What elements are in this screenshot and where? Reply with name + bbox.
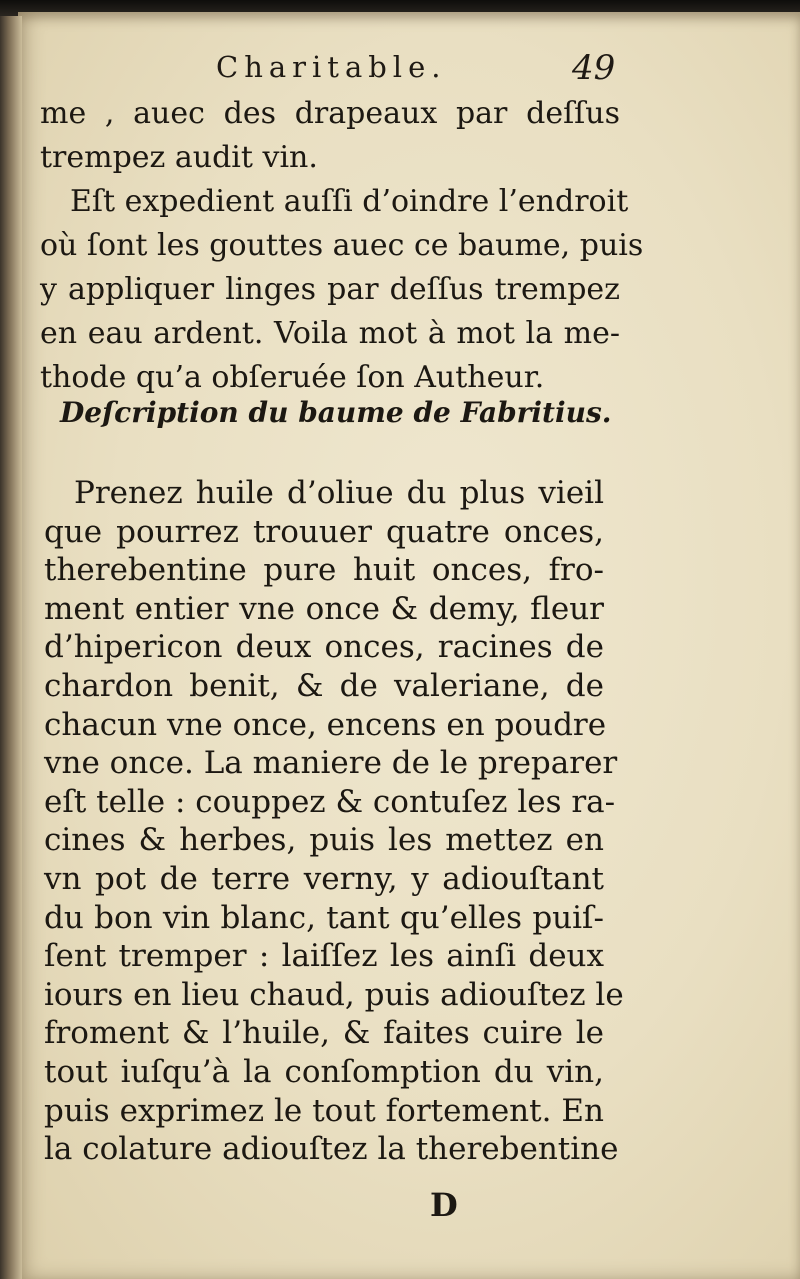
text-line: chardon benit, & de valeriane, de (44, 667, 604, 704)
text-line: chacun vne once, encens en poudre (44, 706, 607, 743)
running-head: Charitable. (216, 50, 447, 84)
text-line: où ſont les gouttes auec ce baume, puis (40, 228, 644, 263)
text-line: iours en lieu chaud, puis adiouſtez le (44, 976, 624, 1013)
text-line: ment entier vne once & demy, fleur (44, 590, 604, 627)
text-line: vne once. La maniere de le preparer (44, 745, 618, 782)
top-paragraphs (40, 92, 644, 400)
text-line: d’hipericon deux onces, racines de (44, 629, 604, 666)
section-heading: Deſcription du baume de Fabritius. (60, 396, 612, 429)
text-line: du bon vin blanc, tant qu’elles puiſ- (44, 899, 604, 936)
text-line: froment & l’huile, & faites cuire le (44, 1015, 604, 1052)
text-line: trempez audit vin. (40, 140, 318, 175)
text-line: tout iuſqu’à la conſomption du vin, (44, 1053, 604, 1090)
text-line: cines & herbes, puis les mettez en (44, 822, 604, 859)
book-gutter (0, 16, 22, 1279)
text-line: ſent tremper : laiſſez les ainſi deux (44, 938, 604, 975)
page-header (200, 44, 620, 94)
text-line: Prenez huile d’oliue du plus vieil (74, 475, 604, 511)
recipe-paragraph (44, 474, 624, 1169)
text-line: eſt telle : couppez & contuſez les ra- (44, 783, 616, 820)
text-line: thode qu’a obſeruée ſon Autheur. (40, 360, 545, 395)
text-line: puis exprimez le tout fortement. En (44, 1092, 604, 1129)
text-line: la colature adiouſtez la therebentine (44, 1131, 619, 1168)
text-line: me , auec des drapeaux par deſſus (40, 96, 620, 131)
text-line: que pourrez trouuer quatre onces, (44, 513, 604, 550)
signature-mark: D (430, 1186, 458, 1224)
text-line: vn pot de terre verny, y adiouſtant (44, 860, 604, 897)
text-line: Eſt expedient auſſi d’oindre l’endroit (70, 184, 629, 219)
text-line: en eau ardent. Voila mot à mot la me- (40, 316, 620, 351)
page-number: 49 (572, 48, 616, 88)
text-line: therebentine pure huit onces, fro- (44, 552, 604, 589)
text-line: y appliquer linges par deſſus trempez (40, 272, 620, 307)
